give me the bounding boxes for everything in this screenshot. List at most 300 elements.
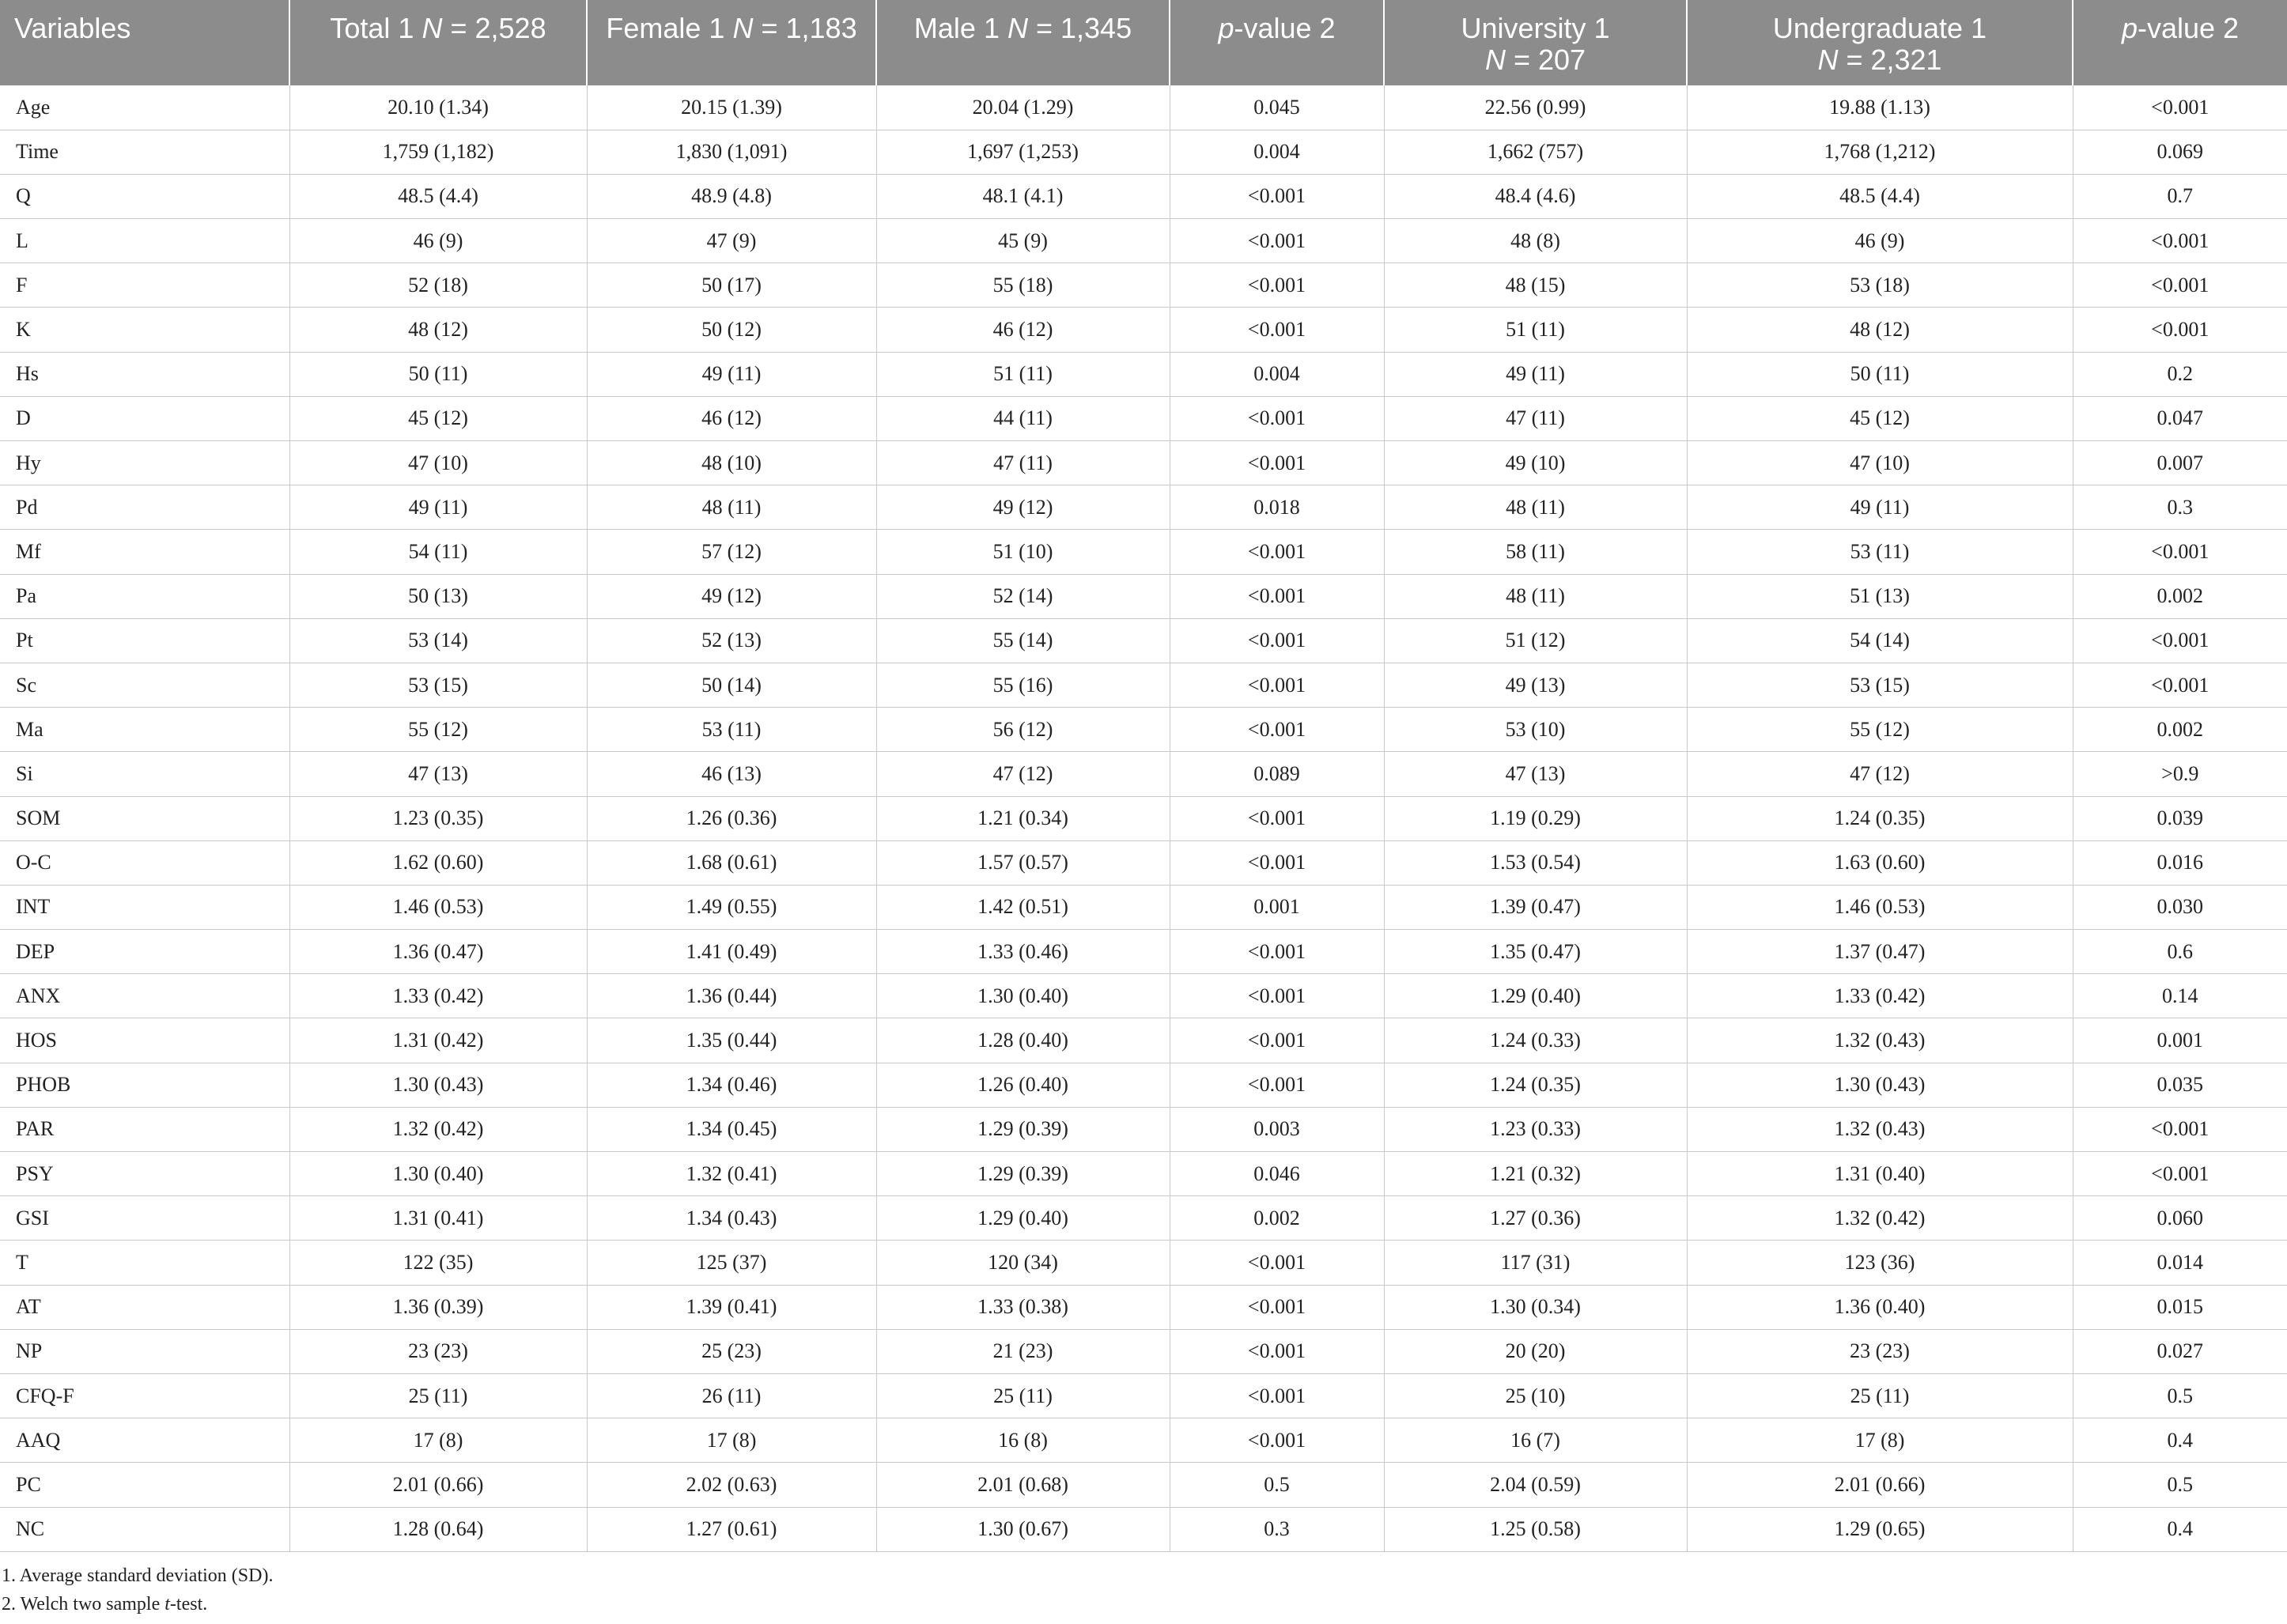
table-cell: 0.030 bbox=[2073, 885, 2287, 929]
table-cell: <0.001 bbox=[2073, 219, 2287, 263]
table-cell: 47 (13) bbox=[289, 752, 587, 796]
column-header-7: p-value 2 bbox=[2073, 0, 2287, 85]
variable-name-cell: PAR bbox=[0, 1107, 289, 1151]
table-cell: 0.060 bbox=[2073, 1196, 2287, 1241]
table-row bbox=[0, 1418, 2287, 1463]
table-cell: 1.33 (0.42) bbox=[289, 974, 587, 1018]
table-cell: 53 (15) bbox=[289, 663, 587, 707]
table-cell: 52 (14) bbox=[876, 574, 1170, 618]
table-cell: 55 (14) bbox=[876, 618, 1170, 663]
table-cell: 1.57 (0.57) bbox=[876, 840, 1170, 885]
table-cell: 0.5 bbox=[2073, 1463, 2287, 1507]
table-cell: 0.4 bbox=[2073, 1418, 2287, 1463]
table-cell: 45 (9) bbox=[876, 219, 1170, 263]
table-cell: 1.32 (0.42) bbox=[1687, 1196, 2073, 1241]
table-cell: 25 (10) bbox=[1384, 1373, 1687, 1418]
table-row bbox=[0, 618, 2287, 663]
table-cell: 0.018 bbox=[1170, 485, 1384, 530]
table-cell: 48 (12) bbox=[1687, 308, 2073, 352]
table-cell: 1.30 (0.67) bbox=[876, 1507, 1170, 1551]
table-cell: 51 (10) bbox=[876, 530, 1170, 574]
table-cell: 48 (12) bbox=[289, 308, 587, 352]
table-cell: 54 (11) bbox=[289, 530, 587, 574]
table-cell: <0.001 bbox=[1170, 974, 1384, 1018]
table-cell: 2.01 (0.66) bbox=[289, 1463, 587, 1507]
table-cell: 1.26 (0.40) bbox=[876, 1063, 1170, 1107]
table-cell: 46 (12) bbox=[587, 396, 876, 440]
table-cell: 1.63 (0.60) bbox=[1687, 840, 2073, 885]
table-cell: 16 (8) bbox=[876, 1418, 1170, 1463]
table-cell: 1.32 (0.42) bbox=[289, 1107, 587, 1151]
variable-name-cell: Hs bbox=[0, 352, 289, 396]
table-cell: 0.3 bbox=[2073, 485, 2287, 530]
table-cell: 49 (11) bbox=[587, 352, 876, 396]
table-cell: <0.001 bbox=[1170, 219, 1384, 263]
table-row bbox=[0, 574, 2287, 618]
table-cell: 0.007 bbox=[2073, 441, 2287, 485]
table-cell: 1.41 (0.49) bbox=[587, 930, 876, 974]
table-row bbox=[0, 263, 2287, 308]
table-cell: 57 (12) bbox=[587, 530, 876, 574]
table-cell: 0.4 bbox=[2073, 1507, 2287, 1551]
table-cell: 26 (11) bbox=[587, 1373, 876, 1418]
table-cell: 1.19 (0.29) bbox=[1384, 796, 1687, 840]
table-cell: 1.46 (0.53) bbox=[1687, 885, 2073, 929]
table-row bbox=[0, 1285, 2287, 1329]
table-cell: 1.27 (0.61) bbox=[587, 1507, 876, 1551]
table-cell: 1.21 (0.32) bbox=[1384, 1152, 1687, 1196]
table-cell: 51 (11) bbox=[1384, 308, 1687, 352]
table-cell: <0.001 bbox=[2073, 85, 2287, 130]
table-cell: 2.01 (0.66) bbox=[1687, 1463, 2073, 1507]
table-footnotes bbox=[0, 1562, 2287, 1618]
table-cell: 25 (11) bbox=[876, 1373, 1170, 1418]
table-cell: 1.29 (0.40) bbox=[876, 1196, 1170, 1241]
table-cell: 48 (15) bbox=[1384, 263, 1687, 308]
table-cell: 50 (14) bbox=[587, 663, 876, 707]
table-cell: 1.32 (0.43) bbox=[1687, 1018, 2073, 1063]
variable-name-cell: AAQ bbox=[0, 1418, 289, 1463]
variable-name-cell: GSI bbox=[0, 1196, 289, 1241]
table-cell: 48.9 (4.8) bbox=[587, 174, 876, 218]
table-cell: 0.045 bbox=[1170, 85, 1384, 130]
table-cell: 45 (12) bbox=[1687, 396, 2073, 440]
table-cell: 44 (11) bbox=[876, 396, 1170, 440]
table-cell: 20.15 (1.39) bbox=[587, 85, 876, 130]
table-cell: 53 (15) bbox=[1687, 663, 2073, 707]
table-cell: <0.001 bbox=[1170, 574, 1384, 618]
column-header-6: Undergraduate 1 N = 2,321 bbox=[1687, 0, 2073, 85]
table-cell: 51 (12) bbox=[1384, 618, 1687, 663]
table-cell: 1.33 (0.38) bbox=[876, 1285, 1170, 1329]
variable-name-cell: Ma bbox=[0, 708, 289, 752]
table-cell: 1.35 (0.44) bbox=[587, 1018, 876, 1063]
table-row bbox=[0, 1241, 2287, 1285]
table-cell: 54 (14) bbox=[1687, 618, 2073, 663]
table-cell: 0.6 bbox=[2073, 930, 2287, 974]
table-row bbox=[0, 1107, 2287, 1151]
table-cell: 48.5 (4.4) bbox=[289, 174, 587, 218]
table-row bbox=[0, 485, 2287, 530]
header-row bbox=[0, 0, 2287, 85]
table-cell: 2.01 (0.68) bbox=[876, 1463, 1170, 1507]
table-cell: 0.3 bbox=[1170, 1507, 1384, 1551]
table-row bbox=[0, 974, 2287, 1018]
table-cell: 1.24 (0.35) bbox=[1687, 796, 2073, 840]
table-cell: 0.069 bbox=[2073, 130, 2287, 174]
variable-name-cell: Hy bbox=[0, 441, 289, 485]
table-cell: 1.30 (0.40) bbox=[876, 974, 1170, 1018]
table-cell: <0.001 bbox=[1170, 930, 1384, 974]
table-cell: <0.001 bbox=[2073, 663, 2287, 707]
table-cell: 1,662 (757) bbox=[1384, 130, 1687, 174]
variable-name-cell: PHOB bbox=[0, 1063, 289, 1107]
variable-name-cell: F bbox=[0, 263, 289, 308]
table-cell: 0.2 bbox=[2073, 352, 2287, 396]
table-row bbox=[0, 396, 2287, 440]
table-cell: 0.004 bbox=[1170, 352, 1384, 396]
variable-name-cell: NP bbox=[0, 1329, 289, 1373]
table-cell: 1.29 (0.40) bbox=[1384, 974, 1687, 1018]
variable-name-cell: SOM bbox=[0, 796, 289, 840]
table-cell: 1.30 (0.34) bbox=[1384, 1285, 1687, 1329]
table-cell: 47 (9) bbox=[587, 219, 876, 263]
table-cell: 1.28 (0.64) bbox=[289, 1507, 587, 1551]
table-cell: 0.035 bbox=[2073, 1063, 2287, 1107]
variable-name-cell: PC bbox=[0, 1463, 289, 1507]
table-row bbox=[0, 1196, 2287, 1241]
table-cell: <0.001 bbox=[1170, 263, 1384, 308]
table-cell: 20 (20) bbox=[1384, 1329, 1687, 1373]
table-cell: 1.24 (0.33) bbox=[1384, 1018, 1687, 1063]
variable-name-cell: Mf bbox=[0, 530, 289, 574]
table-cell: 0.016 bbox=[2073, 840, 2287, 885]
table-cell: 53 (11) bbox=[1687, 530, 2073, 574]
table-cell: 1.49 (0.55) bbox=[587, 885, 876, 929]
footnote-2: 2. Welch two sample t-test. bbox=[2, 1593, 208, 1615]
table-row bbox=[0, 1018, 2287, 1063]
table-cell: 1.23 (0.35) bbox=[289, 796, 587, 840]
table-cell: <0.001 bbox=[2073, 530, 2287, 574]
table-cell: <0.001 bbox=[2073, 618, 2287, 663]
variable-name-cell: Pd bbox=[0, 485, 289, 530]
table-cell: 0.089 bbox=[1170, 752, 1384, 796]
table-cell: 53 (10) bbox=[1384, 708, 1687, 752]
table-cell: <0.001 bbox=[2073, 1152, 2287, 1196]
table-row bbox=[0, 1373, 2287, 1418]
table-cell: <0.001 bbox=[1170, 396, 1384, 440]
table-cell: 1.30 (0.40) bbox=[289, 1152, 587, 1196]
variable-name-cell: D bbox=[0, 396, 289, 440]
table-cell: 1.30 (0.43) bbox=[289, 1063, 587, 1107]
table-cell: 49 (13) bbox=[1384, 663, 1687, 707]
table-cell: 1.37 (0.47) bbox=[1687, 930, 2073, 974]
table-cell: 1.27 (0.36) bbox=[1384, 1196, 1687, 1241]
table-row bbox=[0, 708, 2287, 752]
table-cell: 17 (8) bbox=[587, 1418, 876, 1463]
table-cell: 45 (12) bbox=[289, 396, 587, 440]
table-cell: 1.34 (0.43) bbox=[587, 1196, 876, 1241]
table-cell: <0.001 bbox=[1170, 618, 1384, 663]
table-cell: 1.62 (0.60) bbox=[289, 840, 587, 885]
table-row bbox=[0, 1063, 2287, 1107]
table-cell: 55 (18) bbox=[876, 263, 1170, 308]
table-cell: 21 (23) bbox=[876, 1329, 1170, 1373]
table-cell: 0.047 bbox=[2073, 396, 2287, 440]
table-cell: 0.7 bbox=[2073, 174, 2287, 218]
table-cell: 49 (11) bbox=[1384, 352, 1687, 396]
column-header-2: Female 1 N = 1,183 bbox=[587, 0, 876, 85]
table-row bbox=[0, 219, 2287, 263]
table-cell: <0.001 bbox=[1170, 1418, 1384, 1463]
table-cell: 1.68 (0.61) bbox=[587, 840, 876, 885]
table-cell: 0.002 bbox=[2073, 574, 2287, 618]
variable-name-cell: CFQ-F bbox=[0, 1373, 289, 1418]
variable-name-cell: PSY bbox=[0, 1152, 289, 1196]
table-cell: 49 (11) bbox=[1687, 485, 2073, 530]
table-cell: 1.39 (0.47) bbox=[1384, 885, 1687, 929]
table-cell: 49 (11) bbox=[289, 485, 587, 530]
table-cell: 1.30 (0.43) bbox=[1687, 1063, 2073, 1107]
column-header-1: Total 1 N = 2,528 bbox=[289, 0, 587, 85]
table-cell: 122 (35) bbox=[289, 1241, 587, 1285]
table-cell: <0.001 bbox=[2073, 1107, 2287, 1151]
table-cell: 1.34 (0.46) bbox=[587, 1063, 876, 1107]
table-cell: 1.39 (0.41) bbox=[587, 1285, 876, 1329]
table-cell: 0.039 bbox=[2073, 796, 2287, 840]
variable-name-cell: Pa bbox=[0, 574, 289, 618]
column-header-0: Variables bbox=[0, 0, 289, 85]
table-cell: 25 (11) bbox=[1687, 1373, 2073, 1418]
table-cell: <0.001 bbox=[1170, 1373, 1384, 1418]
table-cell: 1.24 (0.35) bbox=[1384, 1063, 1687, 1107]
table-cell: 56 (12) bbox=[876, 708, 1170, 752]
table-cell: 1.32 (0.41) bbox=[587, 1152, 876, 1196]
table-cell: 1.23 (0.33) bbox=[1384, 1107, 1687, 1151]
table-cell: 25 (11) bbox=[289, 1373, 587, 1418]
table-cell: 53 (11) bbox=[587, 708, 876, 752]
table-cell: 50 (13) bbox=[289, 574, 587, 618]
table-row bbox=[0, 1507, 2287, 1551]
table-cell: <0.001 bbox=[1170, 530, 1384, 574]
table-cell: 48 (11) bbox=[1384, 574, 1687, 618]
table-cell: 25 (23) bbox=[587, 1329, 876, 1373]
table-cell: 17 (8) bbox=[1687, 1418, 2073, 1463]
table-row bbox=[0, 1463, 2287, 1507]
table-cell: 50 (11) bbox=[1687, 352, 2073, 396]
table-cell: 22.56 (0.99) bbox=[1384, 85, 1687, 130]
table-row bbox=[0, 930, 2287, 974]
table-cell: 0.002 bbox=[1170, 1196, 1384, 1241]
column-header-5: University 1 N = 207 bbox=[1384, 0, 1687, 85]
variable-name-cell: Time bbox=[0, 130, 289, 174]
table-cell: 47 (10) bbox=[289, 441, 587, 485]
variable-name-cell: AT bbox=[0, 1285, 289, 1329]
table-cell: <0.001 bbox=[1170, 174, 1384, 218]
footnote-1: 1. Average standard deviation (SD). bbox=[2, 1565, 274, 1586]
table-cell: 120 (34) bbox=[876, 1241, 1170, 1285]
table-cell: 49 (12) bbox=[876, 485, 1170, 530]
table-cell: 1.33 (0.42) bbox=[1687, 974, 2073, 1018]
table-row bbox=[0, 441, 2287, 485]
table-cell: 1.35 (0.47) bbox=[1384, 930, 1687, 974]
table-cell: 1.26 (0.36) bbox=[587, 796, 876, 840]
table-cell: 0.027 bbox=[2073, 1329, 2287, 1373]
table-cell: 1.36 (0.47) bbox=[289, 930, 587, 974]
table-row bbox=[0, 1152, 2287, 1196]
table-cell: 16 (7) bbox=[1384, 1418, 1687, 1463]
variable-name-cell: NC bbox=[0, 1507, 289, 1551]
table-cell: 0.004 bbox=[1170, 130, 1384, 174]
table-cell: 47 (11) bbox=[876, 441, 1170, 485]
variable-name-cell: T bbox=[0, 1241, 289, 1285]
table-cell: 1.53 (0.54) bbox=[1384, 840, 1687, 885]
table-cell: 52 (18) bbox=[289, 263, 587, 308]
table-cell: 51 (11) bbox=[876, 352, 1170, 396]
table-cell: 55 (12) bbox=[1687, 708, 2073, 752]
table-cell: 0.001 bbox=[1170, 885, 1384, 929]
table-cell: <0.001 bbox=[1170, 441, 1384, 485]
table-cell: 1.42 (0.51) bbox=[876, 885, 1170, 929]
table-cell: 58 (11) bbox=[1384, 530, 1687, 574]
table-cell: <0.001 bbox=[1170, 663, 1384, 707]
table-cell: <0.001 bbox=[1170, 308, 1384, 352]
table-cell: 0.5 bbox=[2073, 1373, 2287, 1418]
variable-name-cell: Si bbox=[0, 752, 289, 796]
table-cell: 55 (12) bbox=[289, 708, 587, 752]
table-cell: <0.001 bbox=[2073, 308, 2287, 352]
table-cell: 1.25 (0.58) bbox=[1384, 1507, 1687, 1551]
table-cell: 2.02 (0.63) bbox=[587, 1463, 876, 1507]
table-cell: 47 (12) bbox=[876, 752, 1170, 796]
table-cell: 17 (8) bbox=[289, 1418, 587, 1463]
table-cell: 50 (12) bbox=[587, 308, 876, 352]
table-cell: 2.04 (0.59) bbox=[1384, 1463, 1687, 1507]
table-cell: 1.31 (0.41) bbox=[289, 1196, 587, 1241]
table-cell: 48 (11) bbox=[587, 485, 876, 530]
table-cell: 1,768 (1,212) bbox=[1687, 130, 2073, 174]
table-cell: 51 (13) bbox=[1687, 574, 2073, 618]
variable-name-cell: DEP bbox=[0, 930, 289, 974]
table-row bbox=[0, 130, 2287, 174]
table-cell: 1.36 (0.40) bbox=[1687, 1285, 2073, 1329]
table-row bbox=[0, 752, 2287, 796]
table-row bbox=[0, 1329, 2287, 1373]
table-cell: 0.003 bbox=[1170, 1107, 1384, 1151]
table-cell: 23 (23) bbox=[1687, 1329, 2073, 1373]
table-cell: 46 (9) bbox=[289, 219, 587, 263]
variable-name-cell: HOS bbox=[0, 1018, 289, 1063]
table-cell: 1.34 (0.45) bbox=[587, 1107, 876, 1151]
table-cell: 0.002 bbox=[2073, 708, 2287, 752]
table-cell: <0.001 bbox=[1170, 1285, 1384, 1329]
table-cell: 48 (8) bbox=[1384, 219, 1687, 263]
table-cell: 0.14 bbox=[2073, 974, 2287, 1018]
table-cell: <0.001 bbox=[1170, 1018, 1384, 1063]
table-cell: 1.46 (0.53) bbox=[289, 885, 587, 929]
column-header-4: p-value 2 bbox=[1170, 0, 1384, 85]
table-cell: 23 (23) bbox=[289, 1329, 587, 1373]
table-cell: 49 (10) bbox=[1384, 441, 1687, 485]
table-row bbox=[0, 663, 2287, 707]
table-cell: 125 (37) bbox=[587, 1241, 876, 1285]
table-cell: 48.4 (4.6) bbox=[1384, 174, 1687, 218]
table-cell: 1,759 (1,182) bbox=[289, 130, 587, 174]
table-cell: 1.32 (0.43) bbox=[1687, 1107, 2073, 1151]
table-cell: 1.29 (0.39) bbox=[876, 1152, 1170, 1196]
table-cell: 0.014 bbox=[2073, 1241, 2287, 1285]
table-cell: <0.001 bbox=[1170, 796, 1384, 840]
table-row bbox=[0, 308, 2287, 352]
table-row bbox=[0, 885, 2287, 929]
table-row bbox=[0, 352, 2287, 396]
table-cell: 49 (12) bbox=[587, 574, 876, 618]
variable-name-cell: INT bbox=[0, 885, 289, 929]
table-body bbox=[0, 85, 2287, 1551]
variable-name-cell: Age bbox=[0, 85, 289, 130]
table-cell: 0.001 bbox=[2073, 1018, 2287, 1063]
table-cell: 1.28 (0.40) bbox=[876, 1018, 1170, 1063]
table-cell: 1.36 (0.39) bbox=[289, 1285, 587, 1329]
table-cell: <0.001 bbox=[1170, 1241, 1384, 1285]
variable-name-cell: O-C bbox=[0, 840, 289, 885]
table-header bbox=[0, 0, 2287, 85]
table-cell: 117 (31) bbox=[1384, 1241, 1687, 1285]
table-cell: 1,697 (1,253) bbox=[876, 130, 1170, 174]
table-cell: 47 (11) bbox=[1384, 396, 1687, 440]
table-row bbox=[0, 174, 2287, 218]
table-cell: 48.1 (4.1) bbox=[876, 174, 1170, 218]
table-cell: 1.31 (0.40) bbox=[1687, 1152, 2073, 1196]
table-cell: <0.001 bbox=[2073, 263, 2287, 308]
table-row bbox=[0, 530, 2287, 574]
variable-name-cell: L bbox=[0, 219, 289, 263]
variable-name-cell: K bbox=[0, 308, 289, 352]
table-cell: 46 (13) bbox=[587, 752, 876, 796]
table-cell: 1,830 (1,091) bbox=[587, 130, 876, 174]
variable-name-cell: Pt bbox=[0, 618, 289, 663]
table-cell: 1.29 (0.65) bbox=[1687, 1507, 2073, 1551]
table-cell: 48 (11) bbox=[1384, 485, 1687, 530]
table-cell: 53 (18) bbox=[1687, 263, 2073, 308]
table-cell: 0.5 bbox=[1170, 1463, 1384, 1507]
table-cell: 1.33 (0.46) bbox=[876, 930, 1170, 974]
table-row bbox=[0, 840, 2287, 885]
table-cell: <0.001 bbox=[1170, 1329, 1384, 1373]
table-cell: 1.31 (0.42) bbox=[289, 1018, 587, 1063]
table-cell: 19.88 (1.13) bbox=[1687, 85, 2073, 130]
table-cell: 47 (10) bbox=[1687, 441, 2073, 485]
table-cell: 0.015 bbox=[2073, 1285, 2287, 1329]
table-cell: >0.9 bbox=[2073, 752, 2287, 796]
table-cell: 46 (12) bbox=[876, 308, 1170, 352]
table-cell: 48.5 (4.4) bbox=[1687, 174, 2073, 218]
table-cell: 50 (17) bbox=[587, 263, 876, 308]
table-row bbox=[0, 796, 2287, 840]
table-cell: 47 (13) bbox=[1384, 752, 1687, 796]
table-cell: 123 (36) bbox=[1687, 1241, 2073, 1285]
variable-name-cell: Sc bbox=[0, 663, 289, 707]
table-cell: <0.001 bbox=[1170, 708, 1384, 752]
table-cell: 1.36 (0.44) bbox=[587, 974, 876, 1018]
column-header-3: Male 1 N = 1,345 bbox=[876, 0, 1170, 85]
table-cell: 52 (13) bbox=[587, 618, 876, 663]
table-cell: 1.29 (0.39) bbox=[876, 1107, 1170, 1151]
table-cell: 1.21 (0.34) bbox=[876, 796, 1170, 840]
table-cell: 55 (16) bbox=[876, 663, 1170, 707]
table-cell: 46 (9) bbox=[1687, 219, 2073, 263]
table-row bbox=[0, 85, 2287, 130]
